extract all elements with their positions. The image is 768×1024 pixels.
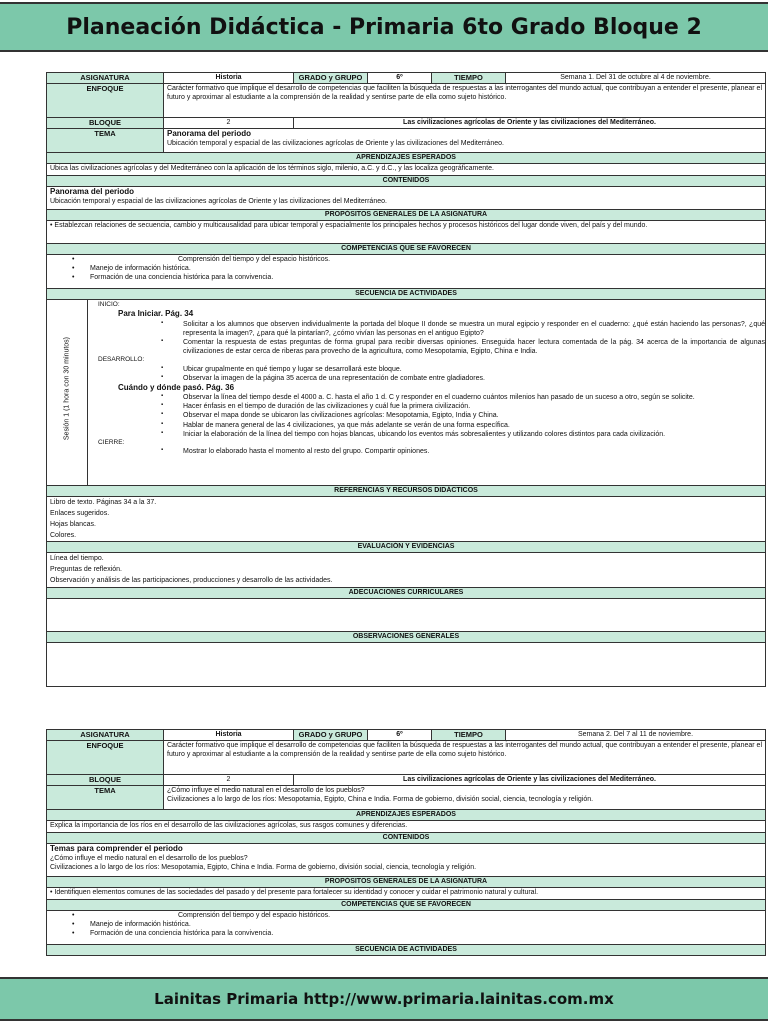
enfoque-value: Carácter formativo que implique el desarrollo de competencias que faciliten la búsqueda de respuestas a las interrogantes del mundo actual, que contribuyan a entender el presente, planear el futuro y aproximar al estudiante a la comprensión de la realidad y sentirse parte de ella como sujeto histórico. bbox=[164, 84, 766, 118]
observaciones-cell bbox=[47, 643, 766, 687]
tema-text: Ubicación temporal y espacial de las civilizaciones agrícolas de Oriente y las civilizaciones del Mediterráneo. bbox=[167, 140, 504, 148]
bloque-value: 2 bbox=[164, 775, 294, 786]
session-label-cell bbox=[47, 300, 87, 485]
list-item: • Manejo de información histórica. bbox=[90, 920, 762, 929]
contenidos-cell bbox=[47, 844, 766, 877]
list-item: • Manejo de información histórica. bbox=[90, 264, 762, 273]
enfoque-label: ENFOQUE bbox=[47, 741, 164, 775]
bloque-value: 2 bbox=[164, 118, 294, 129]
grado-value: 6º bbox=[368, 730, 432, 741]
enfoque-value: Carácter formativo que implique el desarrollo de competencias que faciliten la búsqueda de respuestas a las interrogantes del mundo actual, que contribuyan a entender el presente, planear el futuro y aproximar al estudiante a la comprensión de la realidad y sentirse parte de ella como sujeto histórico. bbox=[164, 741, 766, 775]
competencias-cell bbox=[47, 911, 766, 945]
bloque-title: Las civilizaciones agrícolas de Oriente y las civilizaciones del Mediterráneo. bbox=[294, 775, 766, 786]
competencias-cell bbox=[47, 255, 766, 289]
asignatura-label: ASIGNATURA bbox=[47, 730, 164, 741]
competencias-list bbox=[50, 255, 762, 282]
list-item: Preguntas de reflexión. bbox=[50, 566, 122, 573]
tema-label: TEMA bbox=[47, 129, 164, 153]
aprendizajes-text: Explica la importancia de los ríos en el desarrollo de las civilizaciones agrícolas, sus rasgos comunes y diferencias. bbox=[47, 821, 766, 833]
aprendizajes-header: APRENDIZAJES ESPERADOS bbox=[47, 810, 766, 821]
asignatura-value: Historia bbox=[164, 73, 294, 84]
footer-link[interactable]: Lainitas Primaria http://www.primaria.lainitas.com.mx bbox=[154, 990, 614, 1008]
grado-label: GRADO y GRUPO bbox=[294, 730, 368, 741]
bloque-label: BLOQUE bbox=[47, 118, 164, 129]
list-item: ▪ Hacer énfasis en el tiempo de duración de las civilizaciones y cuál fue la primera civilización. bbox=[183, 402, 765, 411]
list-item: ▪ Observar la línea del tiempo desde el 4000 a. C. hasta el año 1 d. C y responder en el cuaderno cuántos milenios han pasado de un suceso a otro, según se solicite. bbox=[183, 393, 765, 402]
list-item: Enlaces sugeridos. bbox=[50, 510, 110, 517]
asignatura-value: Historia bbox=[164, 730, 294, 741]
list-item: ▪ Comentar la respuesta de estas preguntas de forma grupal para recibir diversas opiniones. Enseguida hacer lectura comentada de la pág. 34 acerca de la importancia de algunas civilizaciones de estar cerca de riberas para provecho de la agricultura, como Mesopotamia, Egipto, China e India. bbox=[183, 338, 765, 356]
contenidos-cell bbox=[47, 187, 766, 210]
inicio-list bbox=[88, 320, 765, 356]
referencias-header: REFERENCIAS Y RECURSOS DIDÁCTICOS bbox=[47, 486, 766, 497]
aprendizajes-header: APRENDIZAJES ESPERADOS bbox=[47, 153, 766, 164]
cierre-list bbox=[88, 447, 765, 456]
page-title-banner bbox=[0, 2, 768, 52]
adecuaciones-header: ADECUACIONES CURRICULARES bbox=[47, 588, 766, 599]
inicio-label: INICIO: bbox=[98, 301, 120, 308]
list-item: Hojas blancas. bbox=[50, 521, 96, 528]
evaluacion-header: EVALUACIÓN Y EVIDENCIAS bbox=[47, 542, 766, 553]
grado-value: 6º bbox=[368, 73, 432, 84]
contenidos-header: CONTENIDOS bbox=[47, 176, 766, 187]
bloque-label: BLOQUE bbox=[47, 775, 164, 786]
referencias-cell bbox=[47, 497, 766, 542]
asignatura-label: ASIGNATURA bbox=[47, 73, 164, 84]
list-item: Línea del tiempo. bbox=[50, 555, 104, 562]
list-item: • Comprensión del tiempo y del espacio históricos. bbox=[90, 911, 762, 920]
desarrollo-list-2 bbox=[88, 393, 765, 438]
list-item: ▪ Ubicar grupalmente en qué tiempo y lugar se desarrollará este bloque. bbox=[183, 365, 765, 374]
tema-cell bbox=[164, 786, 766, 810]
contenidos-text: Ubicación temporal y espacial de las civilizaciones agrícolas de Oriente y las civilizaciones del Mediterráneo. bbox=[50, 198, 387, 206]
observaciones-header: OBSERVACIONES GENERALES bbox=[47, 632, 766, 643]
competencias-list bbox=[50, 911, 762, 938]
tiempo-label: TIEMPO bbox=[432, 73, 506, 84]
propositos-header: PROPÓSITOS GENERALES DE LA ASIGNATURA bbox=[47, 877, 766, 888]
list-item: ▪ Mostrar lo elaborado hasta el momento al resto del grupo. Compartir opiniones. bbox=[183, 447, 765, 456]
list-item: • Formación de una conciencia histórica para la convivencia. bbox=[90, 929, 762, 938]
bloque-title: Las civilizaciones agrícolas de Oriente y las civilizaciones del Mediterráneo. bbox=[294, 118, 766, 129]
activities-body bbox=[87, 300, 765, 486]
tema-line-1: ¿Cómo influye el medio natural en el desarrollo de los pueblos? bbox=[167, 787, 365, 794]
tiempo-value: Semana 2. Del 7 al 11 de noviembre. bbox=[506, 730, 766, 741]
enfoque-label: ENFOQUE bbox=[47, 84, 164, 118]
evaluacion-cell bbox=[47, 553, 766, 588]
tema-cell bbox=[164, 129, 766, 153]
adecuaciones-cell bbox=[47, 599, 766, 632]
plan-table-week-1 bbox=[46, 72, 766, 687]
list-item: ▪ Observar el mapa donde se ubicaron las civilizaciones agrícolas: Mesopotamia, Egipto, India y China. bbox=[183, 411, 765, 420]
session-label: Sesión 1 (1 hora con 30 minutos) bbox=[63, 336, 71, 441]
competencias-header: COMPETENCIAS QUE SE FAVORECEN bbox=[47, 900, 766, 911]
list-item: • Formación de una conciencia histórica para la convivencia. bbox=[90, 273, 762, 282]
competencias-header: COMPETENCIAS QUE SE FAVORECEN bbox=[47, 244, 766, 255]
secuencia-header: SECUENCIA DE ACTIVIDADES bbox=[47, 945, 766, 956]
contenidos-line-2: Civilizaciones a lo largo de los ríos: Mesopotamia, Egipto, China e India. Forma de gobierno, división social, ciencia, tecnología y religión. bbox=[50, 864, 477, 872]
cierre-label: CIERRE: bbox=[98, 438, 125, 446]
list-item: ▪ Solicitar a los alumnos que observen individualmente la portada del bloque II donde se muestra un mural egipcio y responder en el cuaderno: ¿qué están haciendo las personas?, ¿qué representa la imagen?, ¿para qué la pintarían?, ¿cómo vivían las personas en el antiguo Egipto? bbox=[183, 320, 765, 338]
desarrollo-list bbox=[88, 365, 765, 383]
tema-line-2: Civilizaciones a lo largo de los ríos: Mesopotamia, Egipto, China e India. Forma de gobierno, división social, ciencia, tecnología y religión. bbox=[167, 796, 594, 804]
tiempo-value: Semana 1. Del 31 de octubre al 4 de noviembre. bbox=[506, 73, 766, 84]
contenidos-header: CONTENIDOS bbox=[47, 833, 766, 844]
inicio-subtitle: Para Iniciar. Pág. 34 bbox=[118, 309, 194, 319]
tiempo-label: TIEMPO bbox=[432, 730, 506, 741]
propositos-text: • Identifiquen elementos comunes de las sociedades del pasado y del presente para fortalecer su identidad y conocer y cuidar el patrimonio natural y cultural. bbox=[47, 888, 766, 900]
list-item: ▪ Iniciar la elaboración de la línea del tiempo con hojas blancas, ubicando los eventos más sobresalientes y utilizando colores distintos para cada civilización. bbox=[183, 430, 765, 439]
contenidos-title: Panorama del periodo bbox=[50, 187, 135, 196]
grado-label: GRADO y GRUPO bbox=[294, 73, 368, 84]
propositos-text: • Establezcan relaciones de secuencia, cambio y multicausalidad para ubicar temporal y espacialmente los principales hechos y procesos históricos del lugar donde viven, del país y del mundo. bbox=[47, 221, 766, 244]
page-title: Planeación Didáctica - Primaria 6to Grado Bloque 2 bbox=[66, 14, 702, 40]
list-item: Colores. bbox=[50, 532, 77, 539]
list-item: • Comprensión del tiempo y del espacio históricos. bbox=[90, 255, 762, 264]
footer-banner bbox=[0, 977, 768, 1021]
desarrollo-label: DESARROLLO: bbox=[98, 356, 145, 364]
list-item: Observación y análisis de las participaciones, producciones y desarrollo de las actividades. bbox=[50, 577, 333, 584]
propositos-header: PROPÓSITOS GENERALES DE LA ASIGNATURA bbox=[47, 210, 766, 221]
secuencia-cell bbox=[47, 300, 766, 486]
contenidos-line-1: ¿Cómo influye el medio natural en el desarrollo de los pueblos? bbox=[50, 855, 248, 863]
contenidos-title: Temas para comprender el periodo bbox=[50, 844, 183, 853]
tema-label: TEMA bbox=[47, 786, 164, 810]
list-item: Libro de texto. Páginas 34 a la 37. bbox=[50, 499, 157, 506]
aprendizajes-text: Ubica las civilizaciones agrícolas y del Mediterráneo con la aplicación de los términos siglo, milenio, a.C. y d.C., y las localiza geográficamente. bbox=[47, 164, 766, 176]
secuencia-header: SECUENCIA DE ACTIVIDADES bbox=[47, 289, 766, 300]
desarrollo-subtitle: Cuándo y dónde pasó. Pág. 36 bbox=[118, 382, 235, 392]
list-item: ▪ Observar la imagen de la página 35 acerca de una representación de combate entre gladiadores. bbox=[183, 374, 765, 383]
tema-title: Panorama del periodo bbox=[167, 129, 252, 138]
list-item: ▪ Hablar de manera general de las 4 civilizaciones, ya que más adelante se verán de una forma específica. bbox=[183, 421, 765, 430]
plan-table-week-2 bbox=[46, 729, 766, 956]
